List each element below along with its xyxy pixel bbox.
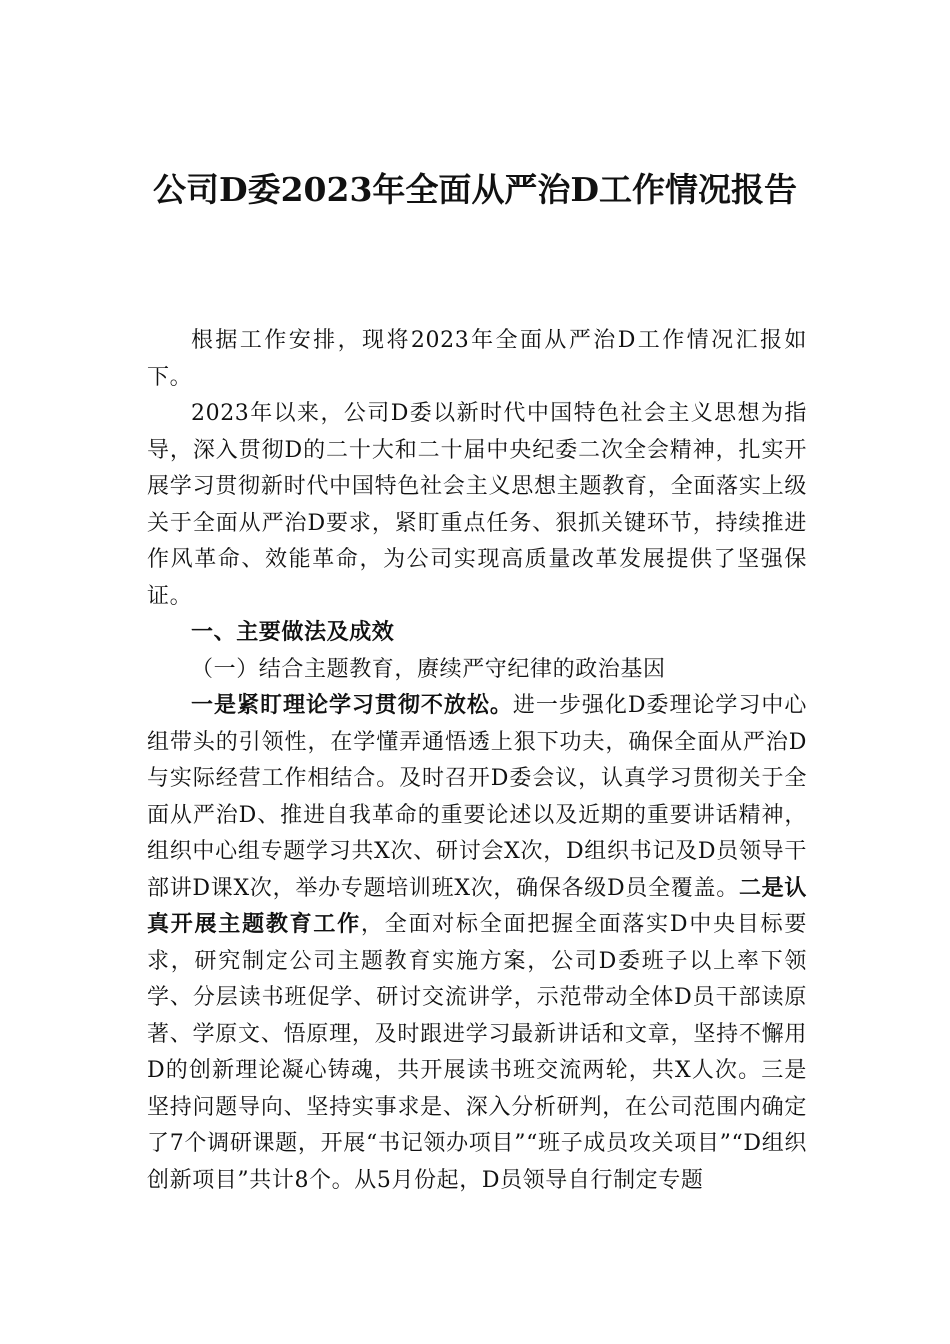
overview-paragraph: 2023年以来，公司D委以新时代中国特色社会主义思想为指导，深入贯彻D的二十大和二十届中央纪委二次全会精神，扎实开展学习贯彻新时代中国特色社会主义思想主题教育，全面落实上级关于全面从严治D要求，紧盯重点任务、狠抓关键环节，持续推进作风革命、效能革命，为公司实现高质量改革发展提供了坚强保证。 bbox=[147, 401, 807, 609]
document-body bbox=[147, 323, 807, 1199]
lead-phrase-2: 二是认真开展主题教育工作 bbox=[147, 875, 807, 937]
lead-phrase-1: 一是紧盯理论学习贯彻不放松。 bbox=[191, 693, 513, 718]
subsection-heading: （一）结合主题教育，赓续严守纪律的政治基因 bbox=[191, 656, 666, 682]
section-heading: 一、主要做法及成效 bbox=[191, 620, 395, 645]
measures-paragraph bbox=[147, 688, 807, 1199]
document-title: 公司D委2023年全面从严治D工作情况报告 bbox=[152, 170, 798, 209]
measures-text-2: ，全面对标全面把握全面落实D中央目标要求，研究制定公司主题教育实施方案，公司D委班子以上率下领学、分层读书班促学、研讨交流讲学，示范带动全体D员干部读原著、学原文、悟原理，及时跟进学习最新讲话和文章，坚持不懈用D的创新理论凝心铸魂，共开展读书班交流两轮，共X人次。三是坚持问题导向、坚持实事求是、深入分析研判，在公司范围内确定了7个调研课题，开展“书记领办项目”“班子成员攻关项目”“D组织创新项目”共计8个。从5月份起，D员领导自行制定专题 bbox=[147, 912, 807, 1193]
intro-paragraph: 根据工作安排，现将2023年全面从严治D工作情况汇报如下。 bbox=[147, 328, 807, 390]
measures-text-1: 进一步强化D委理论学习中心组带头的引领性，在学懂弄通悟透上狠下功夫，确保全面从严治D与实际经营工作相结合。及时召开D委会议，认真学习贯彻关于全面从严治D、推进自我革命的重要论述以及近期的重要讲话精神，组织中心组专题学习共X次、研讨会X次，D组织书记及D员领导干部讲D课X次，举办专题培训班X次，确保各级D员全覆盖。 bbox=[147, 693, 807, 901]
